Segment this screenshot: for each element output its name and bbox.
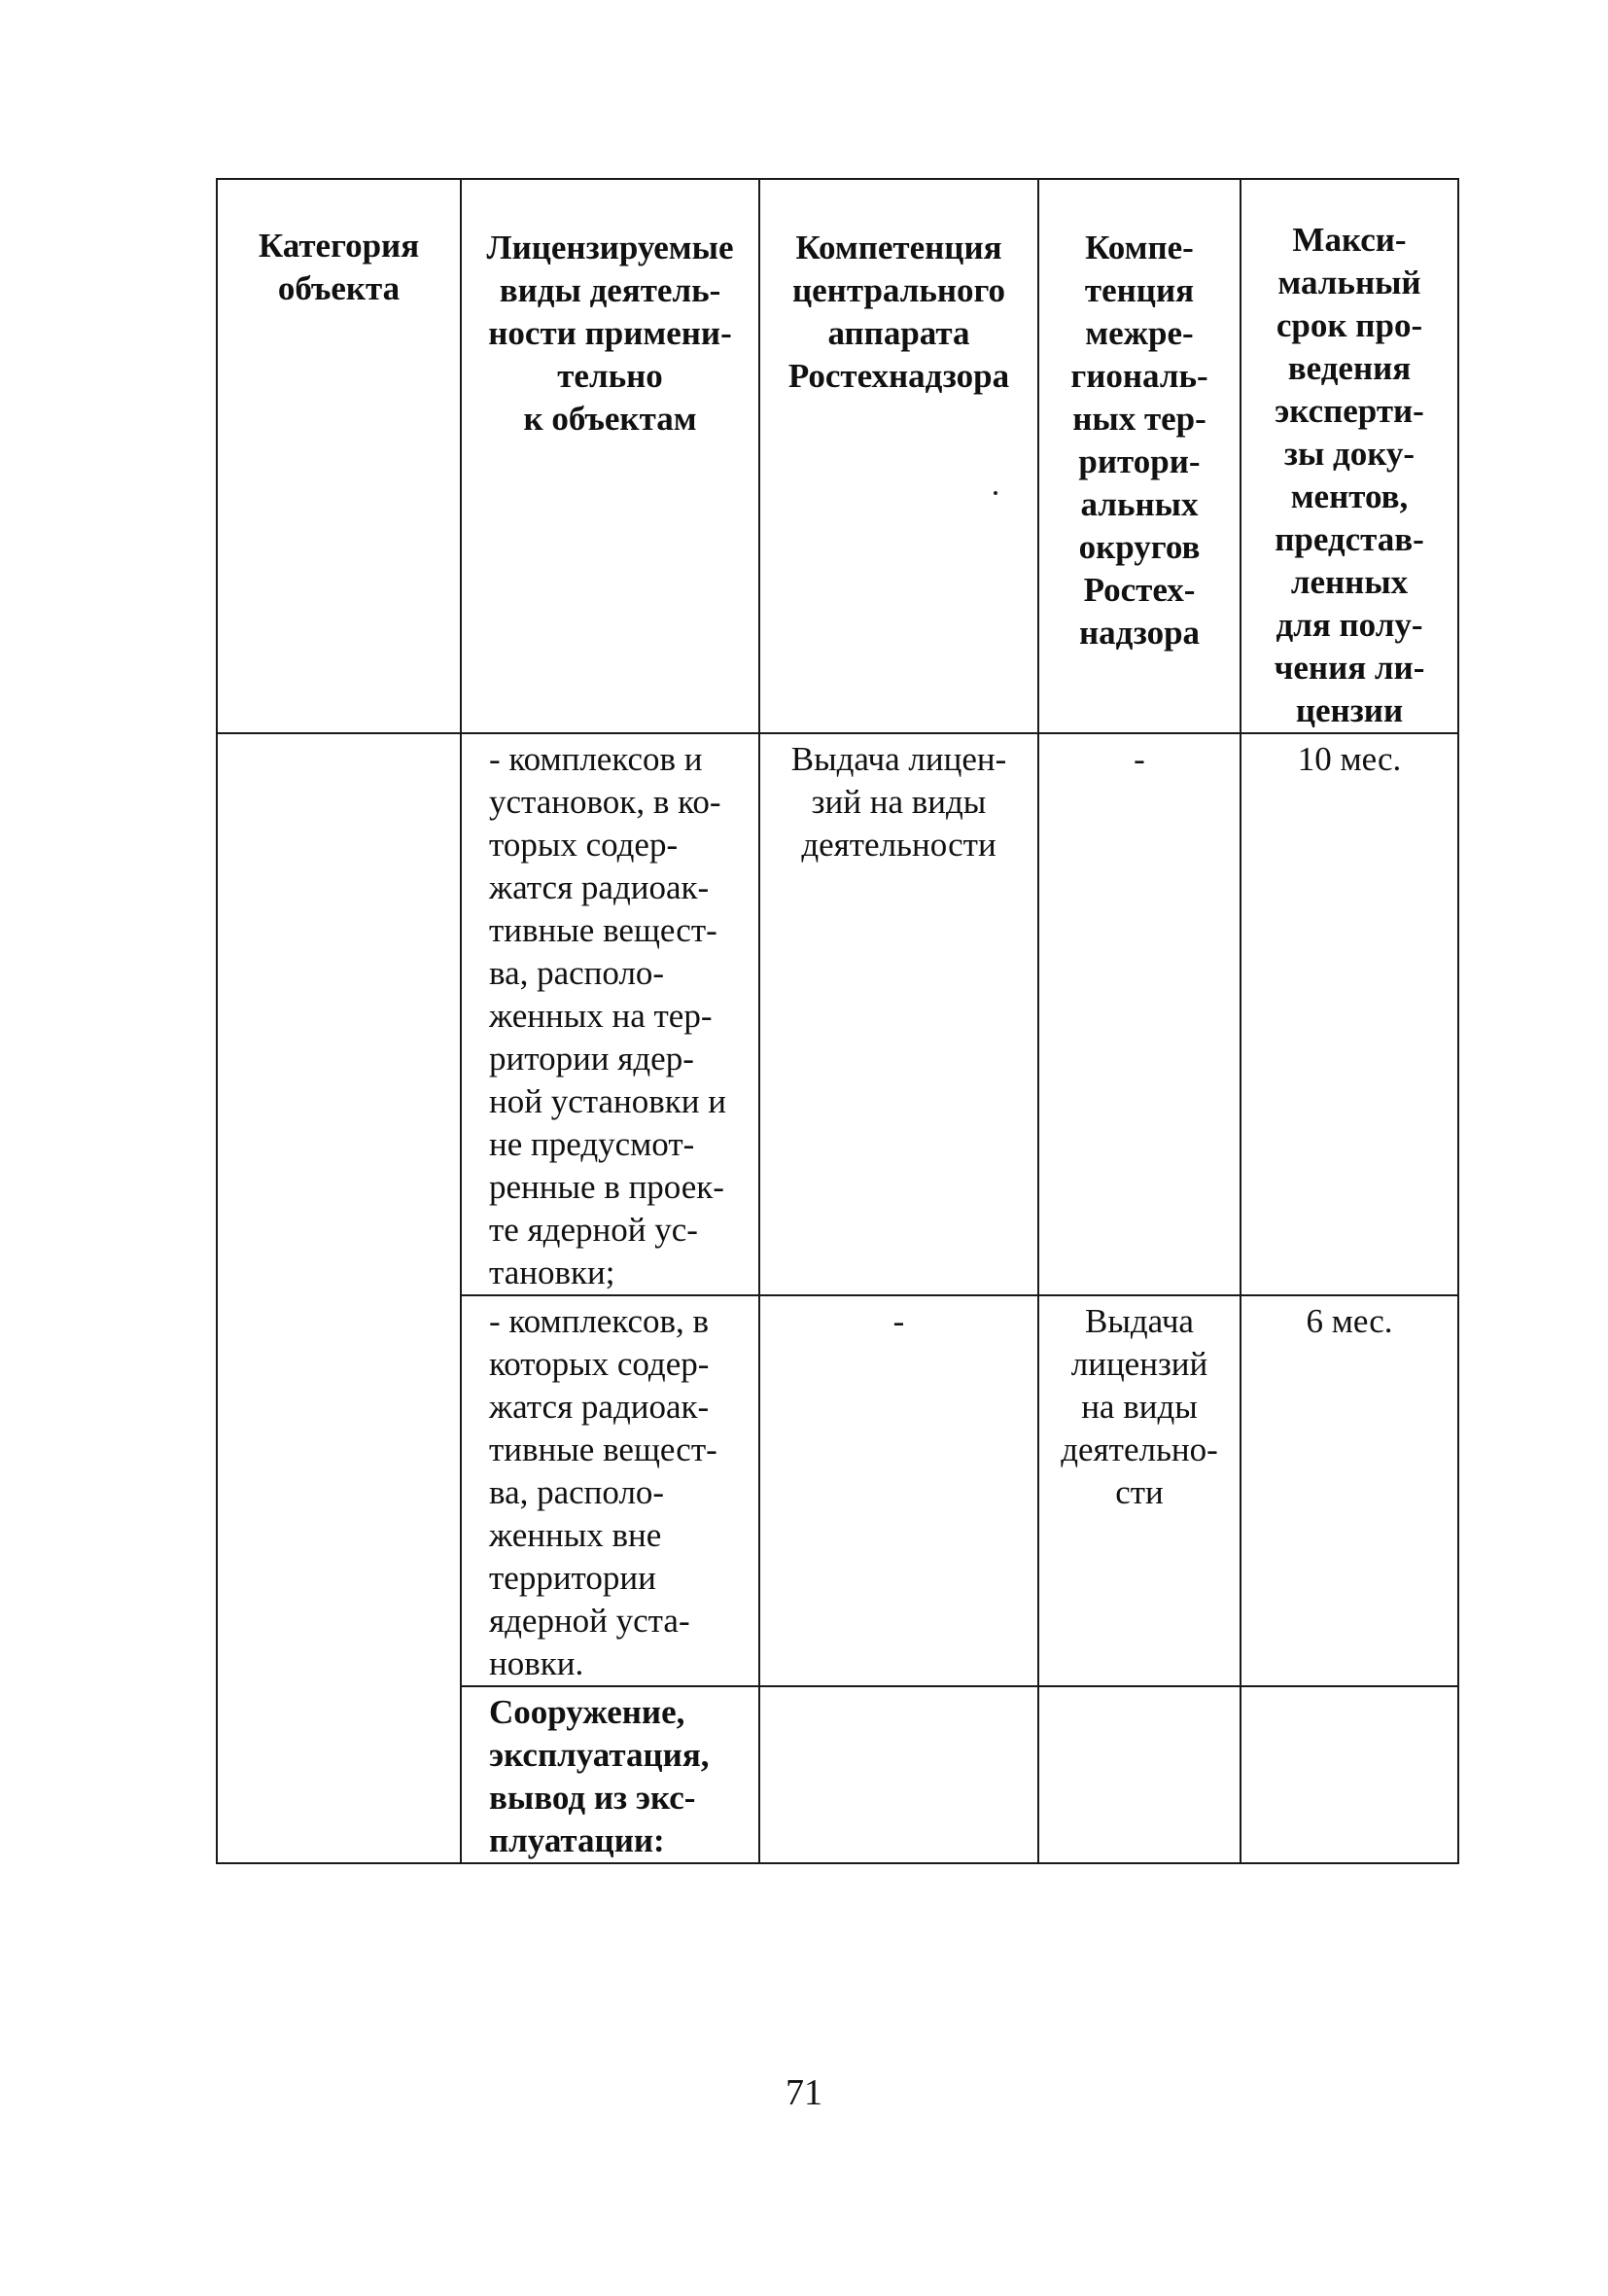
cell-activity: - комплексов, в которых содер- жатся радиоак- тивные вещест- ва, располо- женных вне территории ядерной уста- новки. (461, 1295, 759, 1686)
cell-central (759, 1686, 1038, 1863)
cell-activity: - комплексов и установок, в ко- торых содер- жатся радиоак- тивные вещест- ва, располо- женных на тер- ритории ядер- ной установки и не предусмот- ренные в проек- те ядерной ус- тановки; (461, 733, 759, 1295)
licensing-table (216, 178, 1459, 1864)
cell-term (1241, 1686, 1458, 1863)
cell-central: - (759, 1295, 1038, 1686)
cell-central: Выдача лицен- зий на виды деятельности (759, 733, 1038, 1295)
cell-activity: Сооружение, эксплуатация, вывод из экс- плуатации: (461, 1686, 759, 1863)
scan-speck (994, 491, 997, 495)
header-max-review-term: Макси- мальный срок про- ведения эксперти- зы доку- ментов, представ- ленных для полу- чения ли- цензии (1241, 179, 1458, 733)
header-regional-competence: Компе- тенция межре- гиональ- ных тер- ритори- альных округов Ростех- надзора (1038, 179, 1241, 733)
table-row (217, 733, 1458, 1295)
header-licensed-activities: Лицензируемые виды деятель- ности примени- тельно к объектам (461, 179, 759, 733)
cell-term: 10 мес. (1241, 733, 1458, 1295)
cell-regional (1038, 1686, 1241, 1863)
cell-regional: Выдача лицензий на виды деятельно- сти (1038, 1295, 1241, 1686)
page-number: 71 (786, 2072, 822, 2113)
header-central-competence: Компетенция центрального аппарата Ростехнадзора (759, 179, 1038, 733)
table-header-row (217, 179, 1458, 733)
cell-object-category (217, 733, 461, 1863)
cell-regional: - (1038, 733, 1241, 1295)
header-object-category: Категория объекта (217, 179, 461, 733)
cell-term: 6 мес. (1241, 1295, 1458, 1686)
